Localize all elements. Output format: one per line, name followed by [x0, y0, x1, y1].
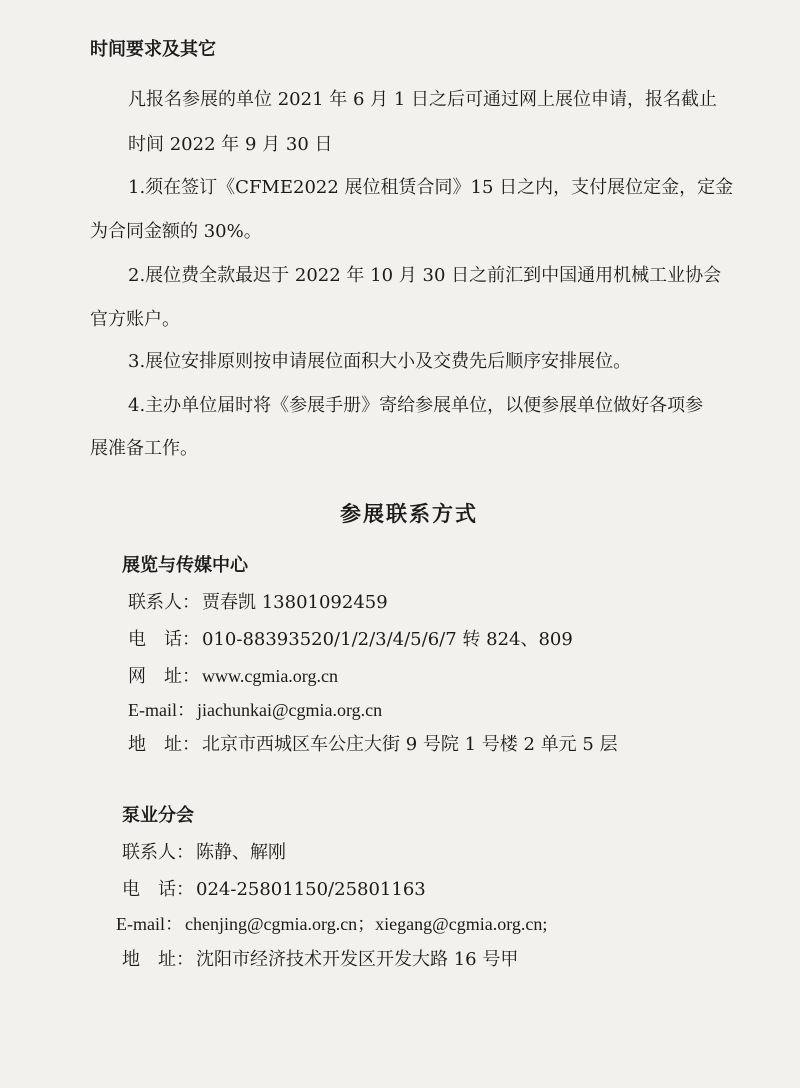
phone-label: 电 话：	[122, 879, 194, 900]
phone-row	[122, 878, 426, 902]
phone-value: 010-88393520/1/2/3/4/5/6/7 转 824、809	[202, 629, 573, 650]
contact-person-label: 联系人：	[128, 592, 200, 613]
website-link[interactable]: www.cgmia.org.cn	[202, 666, 338, 686]
item-1-line-2: 为合同金额的 30%。	[90, 221, 262, 242]
section-heading: 时间要求及其它	[90, 39, 216, 60]
address-label: 地 址：	[128, 734, 200, 755]
address-label: 地 址：	[122, 949, 194, 970]
email-label: E-mail：	[128, 700, 195, 720]
item-3-line-1: 3.展位安排原则按申请展位面积大小及交费先后顺序安排展位。	[128, 351, 632, 372]
website-row	[128, 664, 338, 689]
email-row	[128, 698, 382, 723]
intro-line-2: 时间 2022 年 9 月 30 日	[128, 134, 333, 155]
address-row	[122, 948, 518, 972]
contact-person-value: 贾春凯 13801092459	[202, 592, 388, 613]
item-2-line-1: 2.展位费全款最迟于 2022 年 10 月 30 日之前汇到中国通用机械工业协会	[128, 265, 722, 286]
address-value: 北京市西城区车公庄大街 9 号院 1 号楼 2 单元 5 层	[202, 734, 618, 755]
contact-title: 参展联系方式	[340, 501, 478, 526]
phone-row	[128, 628, 573, 652]
intro-line-1: 凡报名参展的单位 2021 年 6 月 1 日之后可通过网上展位申请，报名截止	[128, 89, 718, 110]
contact-person-row	[122, 841, 286, 865]
address-row	[128, 733, 618, 757]
contact-person-value: 陈静、解刚	[196, 842, 286, 863]
item-2-line-2: 官方账户。	[90, 309, 180, 330]
item-4-line-2: 展准备工作。	[90, 438, 198, 459]
email-link[interactable]: jiachunkai@cgmia.org.cn	[196, 700, 383, 720]
address-value: 沈阳市经济技术开发区开发大路 16 号甲	[196, 949, 519, 970]
contact-heading: 泵业分会	[122, 805, 194, 826]
contact-heading: 展览与传媒中心	[122, 555, 248, 576]
contact-person-label: 联系人：	[122, 842, 194, 863]
phone-value: 024-25801150/25801163	[196, 879, 426, 900]
email-label: E-mail：	[116, 914, 183, 934]
contact-person-row	[128, 591, 388, 615]
email-link[interactable]: chenjing@cgmia.org.cn；xiegang@cgmia.org.cn;	[184, 914, 548, 934]
item-1-line-1: 1.须在签订《CFME2022 展位租赁合同》15 日之内，支付展位定金，定金	[128, 177, 734, 198]
website-label: 网 址：	[128, 666, 200, 687]
phone-label: 电 话：	[128, 629, 200, 650]
email-row	[116, 912, 547, 937]
item-4-line-1: 4.主办单位届时将《参展手册》寄给参展单位，以便参展单位做好各项参	[128, 395, 704, 416]
